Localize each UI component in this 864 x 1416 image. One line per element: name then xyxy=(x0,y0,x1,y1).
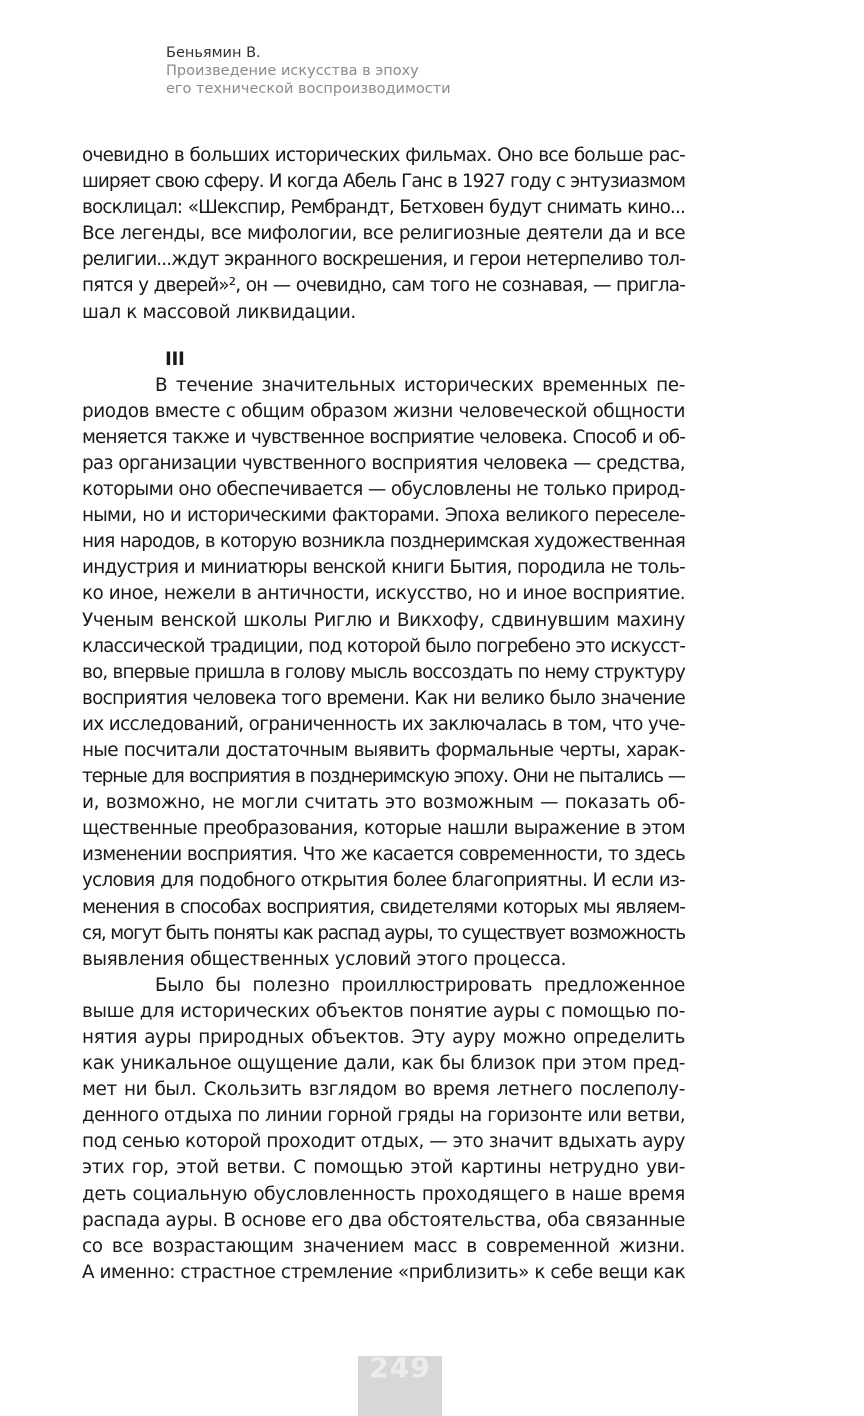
text-line: их исследований, ограниченность их заключалась в том, что уче- xyxy=(82,713,685,735)
text-line: этих гор, этой ветви. С помощью этой картины нетрудно уви- xyxy=(82,1157,685,1179)
paragraph-1 xyxy=(82,143,685,326)
text-line: ширяет свою сферу. И когда Абель Ганс в 1927 году с энтузиазмом xyxy=(82,171,685,193)
text-line: терные для восприятия в позднеримскую эпоху. Они не пытались — xyxy=(82,766,685,788)
running-head-title-line-2: его технической воспроизводимости xyxy=(166,81,451,97)
text-line: щественные преобразования, которые нашли выражение в этом xyxy=(82,818,685,840)
text-line: пятся у дверей»², он — очевидно, сам того не сознавая, — пригла- xyxy=(82,275,685,297)
text-line: шал к массовой ликвидации. xyxy=(82,301,356,323)
text-line: выявления общественных условий этого процесса. xyxy=(82,948,567,970)
page-number-tab xyxy=(358,1351,442,1416)
text-line: менения в способах восприятия, свидетелями которых мы являем- xyxy=(82,896,685,918)
paragraph-2 xyxy=(82,373,685,973)
text-line: А именно: страстное стремление «приблизить» к себе вещи как xyxy=(82,1261,685,1283)
text-line: ные посчитали достаточным выявить формальные черты, харак- xyxy=(82,739,685,761)
running-head-author: Беньямин В. xyxy=(166,45,261,61)
text-line: очевидно в больших исторических фильмах. Оно все больше рас- xyxy=(82,145,685,166)
text-line: индустрия и миниатюры венской книги Бытия, породила не толь- xyxy=(82,557,685,579)
text-line: условия для подобного открытия более благоприятны. И если из- xyxy=(82,870,685,892)
paragraph-3 xyxy=(82,973,685,1286)
text-line: ся, могут быть поняты как распад ауры, то существует возможность xyxy=(82,922,685,944)
text-line: Все легенды, все мифологии, все религиозные деятели да и все xyxy=(82,223,685,245)
section-heading: III xyxy=(165,348,185,370)
text-line: восклицал: «Шекспир, Рембрандт, Бетховен будут снимать кино... xyxy=(82,197,685,219)
text-line: выше для исторических объектов понятие ауры с помощью по- xyxy=(82,1000,685,1022)
text-line: религии...ждут экранного воскрешения, и герои нетерпеливо тол- xyxy=(82,249,685,271)
text-line: нятия ауры природных объектов. Эту ауру можно определить xyxy=(82,1027,685,1048)
text-line: распада ауры. В основе его два обстоятельства, оба связанные xyxy=(82,1209,685,1231)
text-line: со все возрастающим значением масс в современной жизни. xyxy=(82,1235,685,1257)
text-line: меняется также и чувственное восприятие человека. Способ и об- xyxy=(82,426,685,448)
text-line: денного отдыха по линии горной гряды на горизонте или ветви, xyxy=(82,1105,685,1127)
text-line: ными, но и историческими факторами. Эпоха великого переселе- xyxy=(82,505,685,527)
text-line: ко иное, нежели в античности, искусство, но и иное восприятие. xyxy=(82,583,685,605)
text-line: изменении восприятия. Что же касается современности, то здесь xyxy=(82,844,685,866)
text-line: риодов вместе с общим образом жизни человеческой общности xyxy=(82,400,685,422)
text-line: во, впервые пришла в голову мысль воссоздать по нему структуру xyxy=(82,661,685,683)
text-line: и, возможно, не могли считать это возможным — показать об- xyxy=(82,792,685,814)
text-line: раз организации чувственного восприятия человека — средства, xyxy=(82,452,685,474)
text-line: деть социальную обусловленность проходящего в наше время xyxy=(82,1183,685,1205)
text-line: Было бы полезно проиллюстрировать предложенное xyxy=(155,974,685,996)
body-text xyxy=(82,143,685,1286)
text-line: классической традиции, под которой было погребено это искусст- xyxy=(82,635,685,657)
text-line: как уникальное ощущение дали, как бы близок при этом пред- xyxy=(82,1053,685,1075)
text-line: Ученым венской школы Риглю и Викхофу, сдвинувшим махину xyxy=(82,609,685,631)
text-line: ния народов, в которую возникла позднеримская художественная xyxy=(82,531,685,553)
page-number: 249 xyxy=(369,1351,431,1384)
running-head-title-line-1: Произведение искусства в эпоху xyxy=(166,63,419,79)
text-line: под сенью которой проходит отдых, — это значит вдыхать ауру xyxy=(82,1131,685,1153)
running-head xyxy=(166,44,586,98)
text-line: мет ни был. Скользить взглядом во время летнего послеполу- xyxy=(82,1079,685,1101)
text-line: восприятия человека того времени. Как ни велико было значение xyxy=(82,687,685,709)
text-line: которыми оно обеспечивается — обусловлены не только природ- xyxy=(82,479,685,501)
text-line: В течение значительных исторических временных пе- xyxy=(155,374,685,396)
